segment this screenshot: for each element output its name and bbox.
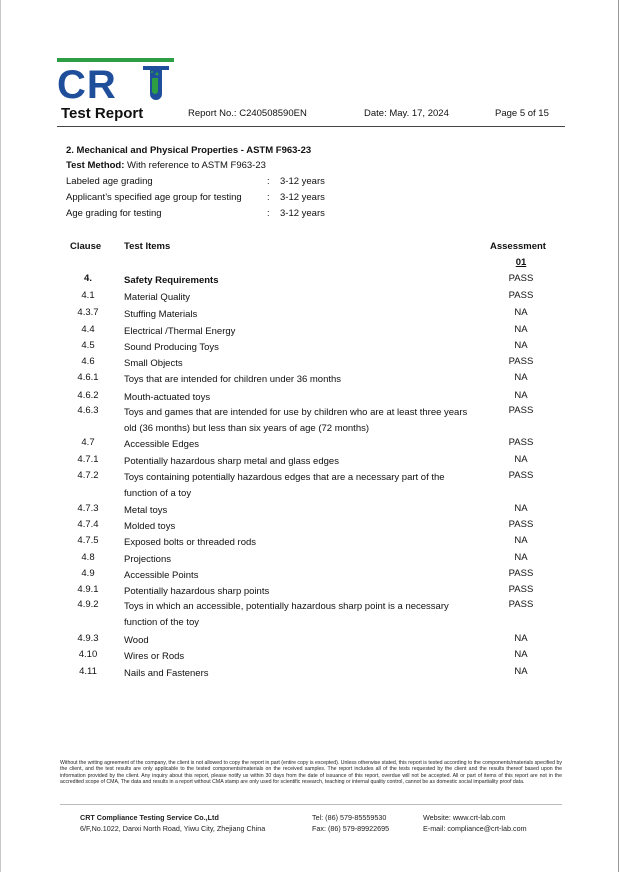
row-clause: 4.7.3 (77, 503, 99, 514)
test-method-label: Test Method: (66, 160, 125, 171)
row-result: NA (514, 454, 528, 465)
row-item: Accessible Points (124, 570, 199, 581)
report-title: Test Report (61, 105, 144, 122)
row-clause: 4.4 (81, 324, 95, 335)
company-tel: Tel: (86) 579-85559530 (312, 813, 387, 822)
row-item: Electrical /Thermal Energy (124, 326, 236, 337)
row-clause: 4.9.1 (77, 584, 99, 595)
row-result: NA (514, 666, 528, 677)
row-item: Toys containing potentially hazardous edges that are a necessary part of the function of a toy (124, 472, 445, 499)
row-clause: 4.7.2 (77, 470, 99, 481)
row-result: PASS (508, 273, 534, 284)
row-clause: 4. (84, 273, 92, 284)
svg-text:CR: CR (57, 63, 117, 102)
footer-web-block (423, 812, 527, 834)
row-clause: 4.7.1 (77, 454, 99, 465)
row-result: NA (514, 552, 528, 563)
company-website[interactable]: Website: www.crt-lab.com (423, 813, 506, 822)
info-label: Age grading for testing (66, 208, 162, 219)
row-result: PASS (508, 599, 534, 610)
row-result: NA (514, 649, 528, 660)
header-assessment: Assessment (490, 241, 546, 252)
row-result: PASS (508, 584, 534, 595)
section-title: 2. Mechanical and Physical Properties - ASTM F963-23 (66, 145, 312, 156)
company-fax: Fax: (86) 579-89922695 (312, 824, 390, 833)
row-result: PASS (508, 356, 534, 367)
info-colon: : (267, 176, 270, 187)
company-email[interactable]: E-mail: compliance@crt-lab.com (423, 824, 527, 833)
row-item: Potentially hazardous sharp points (124, 586, 270, 597)
row-clause: 4.9.3 (77, 633, 99, 644)
footer-company-block (80, 812, 265, 834)
row-clause: 4.9.2 (77, 599, 99, 610)
row-result: PASS (508, 405, 534, 416)
row-clause: 4.7.5 (77, 535, 99, 546)
info-value: 3-12 years (280, 192, 325, 203)
info-colon: : (267, 192, 270, 203)
info-label: Labeled age grading (66, 176, 153, 187)
row-item: Stuffing Materials (124, 309, 198, 320)
row-item: Toys that are intended for children under 36 months (124, 374, 342, 385)
row-result: NA (514, 340, 528, 351)
page-number: Page 5 of 15 (495, 108, 549, 119)
row-result: NA (514, 390, 528, 401)
row-result: PASS (508, 470, 534, 481)
row-clause: 4.7.4 (77, 519, 99, 530)
test-method (66, 160, 266, 171)
header-divider (57, 126, 565, 127)
row-item: Small Objects (124, 358, 183, 369)
row-clause: 4.5 (81, 340, 95, 351)
row-item: Wood (124, 635, 149, 646)
info-colon: : (267, 208, 270, 219)
info-value: 3-12 years (280, 208, 325, 219)
row-item: Toys and games that are intended for use by children who are at least three years old (36 months) but less than six years of age (72 months) (124, 407, 468, 434)
row-item: Nails and Fasteners (124, 668, 209, 679)
row-item: Potentially hazardous sharp metal and glass edges (124, 456, 339, 467)
legal-disclaimer: Without the writing agreement of the company, the client is not allowed to copy the report in part (entire copy is excepted). Unless otherwise stated, this report is tested according to the components/materials specified by the client, and the test results are only applicable to the tested components/materials on the received samples. The report includes all of the tests requested by the client and the results thereof based upon the information provided by the client. Any inquiry about this report, please notify us within 30 days from the date of issuance of this report, overdue will not be accepted. All or part of items of this report are not in the accredited scope of CMA, The data and results in a report without CMA stamp are only used for scientific research, teaching or internal quality control, cannot be as domestic social impartiality proof data. (60, 760, 562, 785)
row-result: PASS (508, 519, 534, 530)
row-item: Mouth-actuated toys (124, 392, 211, 403)
row-clause: 4.6 (81, 356, 95, 367)
info-label: Applicant’s specified age group for testing (66, 192, 242, 203)
row-result: NA (514, 535, 528, 546)
row-item: Molded toys (124, 521, 176, 532)
row-result: PASS (508, 290, 534, 301)
footer-phone-block (312, 812, 389, 834)
header-sample-01: 01 (515, 257, 527, 268)
row-result: NA (514, 372, 528, 383)
row-result: NA (514, 324, 528, 335)
row-item: Material Quality (124, 292, 190, 303)
row-result: NA (514, 633, 528, 644)
report-number: Report No.: C240508590EN (188, 108, 307, 119)
row-clause: 4.3.7 (77, 307, 99, 318)
row-item: Safety Requirements (124, 275, 219, 286)
row-item: Projections (124, 554, 171, 565)
row-clause: 4.9 (81, 568, 95, 579)
row-result: NA (514, 503, 528, 514)
row-result: NA (514, 307, 528, 318)
row-clause: 4.6.2 (77, 390, 99, 401)
row-result: PASS (508, 568, 534, 579)
footer-divider (60, 804, 562, 805)
company-name: CRT Compliance Testing Service Co.,Ltd (80, 813, 219, 822)
row-item: Toys in which an accessible, potentially hazardous sharp point is a necessary function of the toy (124, 601, 449, 628)
header-test-items: Test Items (124, 241, 171, 252)
row-clause: 4.6.1 (77, 372, 99, 383)
test-method-value: With reference to ASTM F963-23 (124, 160, 266, 171)
company-address: 6/F,No.1022, Danxi North Road, Yiwu City, Zhejiang China (80, 824, 266, 833)
row-item: Accessible Edges (124, 439, 199, 450)
info-value: 3-12 years (280, 176, 325, 187)
row-clause: 4.11 (79, 666, 97, 677)
row-item: Wires or Rods (124, 651, 185, 662)
row-item: Exposed bolts or threaded rods (124, 537, 257, 548)
row-item: Sound Producing Toys (124, 342, 219, 353)
header-clause: Clause (70, 241, 102, 252)
crt-logo (57, 58, 177, 102)
row-clause: 4.10 (78, 649, 98, 660)
row-clause: 4.6.3 (77, 405, 99, 416)
row-clause: 4.8 (81, 552, 95, 563)
row-clause: 4.1 (81, 290, 95, 301)
row-item: Metal toys (124, 505, 168, 516)
row-clause: 4.7 (81, 437, 95, 448)
row-result: PASS (508, 437, 534, 448)
report-date: Date: May. 17, 2024 (364, 108, 449, 119)
